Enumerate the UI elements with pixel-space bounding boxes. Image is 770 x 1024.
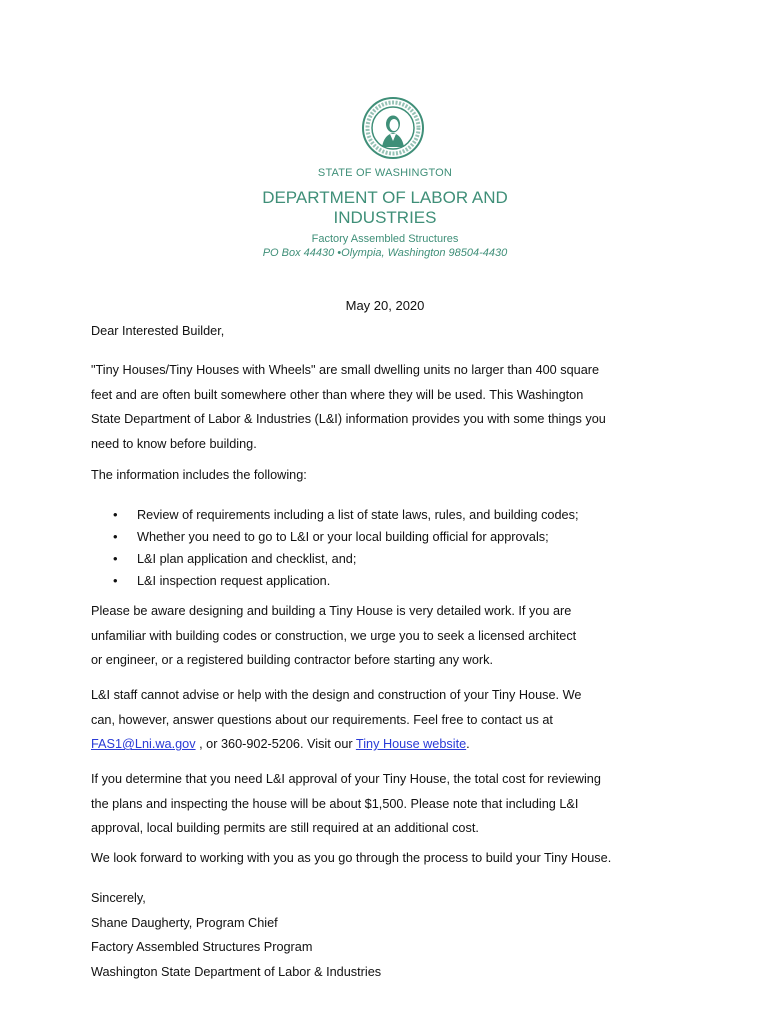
department-title-line1: DEPARTMENT OF LABOR AND <box>262 188 508 207</box>
tiny-house-website-link[interactable]: Tiny House website <box>355 737 467 752</box>
list-item: • Whether you need to go to L&I or your local building official for approvals; <box>113 527 578 549</box>
bullet-icon: • <box>113 507 118 522</box>
paragraph-line: feet and are often built somewhere other than where they will be used. This Washington <box>91 387 584 402</box>
signature-block <box>91 886 651 984</box>
department-title <box>0 188 770 228</box>
signer-program: Factory Assembled Structures Program <box>91 940 313 955</box>
email-link[interactable]: FAS1@Lni.wa.gov <box>91 737 196 752</box>
paragraph-info-intro: The information includes the following: <box>91 468 307 482</box>
paragraph-line: State Department of Labor & Industries (L&I) information provides you with some things you <box>91 412 606 427</box>
list-item: • L&I inspection request application. <box>113 571 578 593</box>
list-item: • Review of requirements including a list of state laws, rules, and building codes; <box>113 505 578 527</box>
paragraph-closing: We look forward to working with you as you go through the process to build your Tiny House. <box>91 851 612 865</box>
paragraph-intro <box>91 358 651 456</box>
paragraph-line: can, however, answer questions about our requirements. Feel free to contact us at <box>91 712 553 727</box>
paragraph-line: approval, local building permits are still required at an additional cost. <box>91 821 479 836</box>
paragraph-line: the plans and inspecting the house will be about $1,500. Please note that including L&I <box>91 796 579 811</box>
signer-name: Shane Daugherty, Program Chief <box>91 915 278 930</box>
paragraph-warning <box>91 599 651 673</box>
paragraph-line: or engineer, or a registered building contractor before starting any work. <box>91 653 493 668</box>
department-title-line2: INDUSTRIES <box>333 208 437 227</box>
paragraph-line: need to know before building. <box>91 436 257 451</box>
mailing-address: PO Box 44430 •Olympia, Washington 98504-4430 <box>262 247 508 259</box>
paragraph-contact <box>91 683 651 757</box>
state-seal-logo <box>362 97 424 159</box>
paragraph-line: unfamiliar with building codes or construction, we urge you to seek a licensed architect <box>91 628 577 643</box>
bullet-icon: • <box>113 573 118 588</box>
paragraph-line: If you determine that you need L&I approval of your Tiny House, the total cost for reviewing <box>91 772 601 786</box>
info-list <box>113 505 578 593</box>
paragraph-line: "Tiny Houses/Tiny Houses with Wheels" are small dwelling units no larger than 400 square <box>91 363 600 377</box>
greeting: Dear Interested Builder, <box>91 324 225 338</box>
bullet-icon: • <box>113 529 118 544</box>
program-name: Factory Assembled Structures <box>311 233 459 245</box>
paragraph-line: FAS1@Lni.wa.gov , or 360-902-5206. Visit our Tiny House website. <box>91 737 470 752</box>
paragraph-line: Please be aware designing and building a Tiny House is very detailed work. If you are <box>91 604 572 618</box>
signer-department: Washington State Department of Labor & Industries <box>91 964 382 979</box>
state-heading: STATE OF WASHINGTON <box>317 167 453 179</box>
list-item: • L&I plan application and checklist, and; <box>113 549 578 571</box>
bullet-icon: • <box>113 551 118 566</box>
paragraph-line: L&I staff cannot advise or help with the design and construction of your Tiny House. We <box>91 688 582 702</box>
paragraph-cost <box>91 767 651 841</box>
letter-date: May 20, 2020 <box>345 298 425 313</box>
closing-salutation: Sincerely, <box>91 891 146 905</box>
